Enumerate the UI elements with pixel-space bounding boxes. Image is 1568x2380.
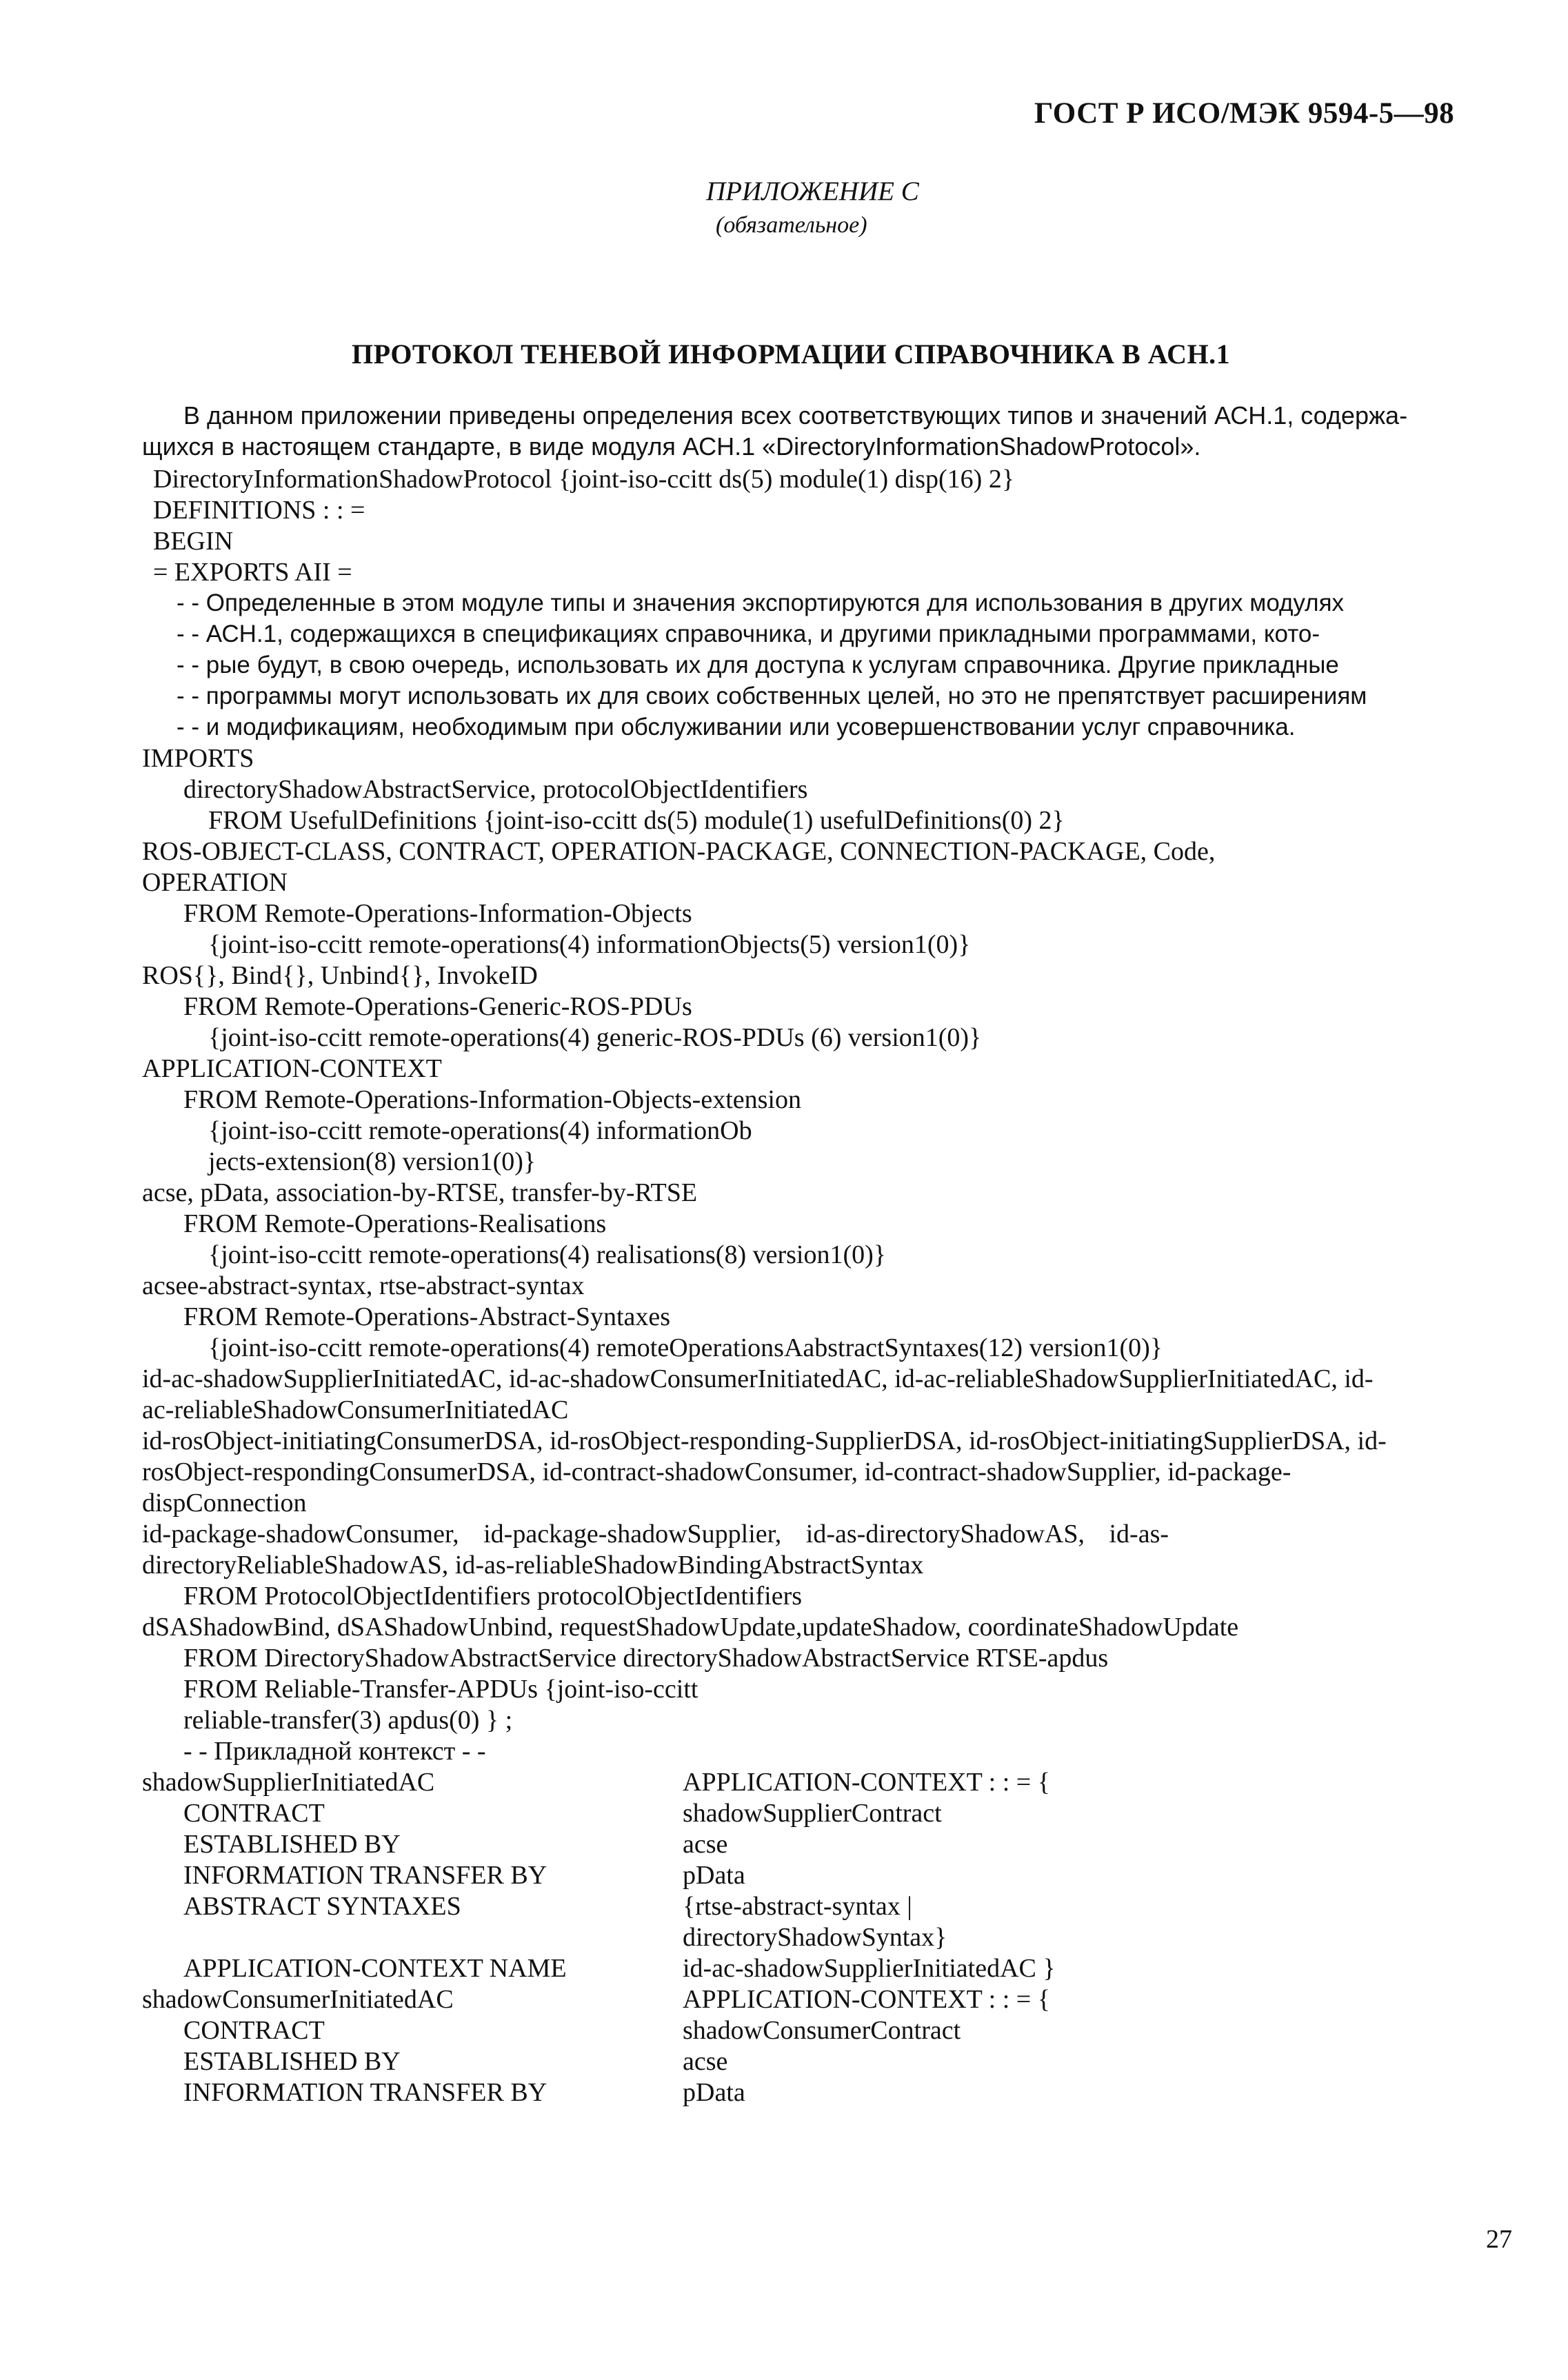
- context-field-label: ESTABLISHED BY: [183, 1830, 401, 1859]
- code-line: BEGIN: [153, 527, 234, 556]
- annex-status: (обязательное): [716, 212, 867, 238]
- code-line: {joint-iso-ccitt remote-operations(4) generic-ROS-PDUs (6) version1(0)}: [208, 1023, 982, 1052]
- annex-title: ПРИЛОЖЕНИЕ С: [706, 177, 919, 206]
- code-line: ac-reliableShadowConsumerInitiatedAC: [142, 1395, 569, 1424]
- context-field-label: INFORMATION TRANSFER BY: [183, 1861, 547, 1890]
- code-line: IMPORTS: [142, 744, 254, 773]
- context-field-value: pData: [683, 2078, 745, 2107]
- comment-line: - - АСН.1, содержащихся в спецификациях справочника, и другими прикладными программами, кото-: [177, 621, 1320, 647]
- code-line: dSAShadowBind, dSAShadowUnbind, requestShadowUpdate,updateShadow, coordinateShadowUpdate: [142, 1613, 1239, 1642]
- code-line: acse, pData, association-by-RTSE, transfer-by-RTSE: [142, 1178, 698, 1207]
- code-line: directoryReliableShadowAS, id-as-reliableShadowBindingAbstractSyntax: [142, 1551, 924, 1580]
- code-line: DirectoryInformationShadowProtocol {joint-iso-ccitt ds(5) module(1) disp(16) 2}: [153, 465, 1015, 494]
- code-line: OPERATION: [142, 868, 288, 897]
- code-line: DEFINITIONS : : =: [153, 496, 365, 525]
- context-field-value: directoryShadowSyntax}: [683, 1923, 947, 1952]
- code-line: = EXPORTS AII =: [153, 558, 352, 587]
- context-name: shadowSupplierInitiatedAC: [142, 1768, 435, 1797]
- page-number: 27: [1486, 2225, 1512, 2254]
- context-name: shadowConsumerInitiatedAC: [142, 1985, 454, 2014]
- code-line: FROM Remote-Operations-Generic-ROS-PDUs: [183, 992, 692, 1021]
- code-line: APPLICATION-CONTEXT: [142, 1054, 442, 1083]
- context-field-label: ESTABLISHED BY: [183, 2047, 401, 2076]
- code-line: directoryShadowAbstractService, protocolObjectIdentifiers: [183, 775, 808, 804]
- comment-line: - - Определенные в этом модуле типы и значения экспортируются для использования в других модулях: [177, 589, 1345, 616]
- context-field-value: shadowSupplierContract: [683, 1799, 942, 1828]
- code-line: rosObject-respondingConsumerDSA, id-contract-shadowConsumer, id-contract-shadowSupplier, id-package-: [142, 1458, 1291, 1486]
- code-line: dispConnection: [142, 1489, 307, 1517]
- code-line: ROS-OBJECT-CLASS, CONTRACT, OPERATION-PACKAGE, CONNECTION-PACKAGE, Code,: [142, 837, 1216, 866]
- intro-line-2: щихся в настоящем стандарте, в виде модуля АСН.1 «DirectoryInformationShadowProtocol».: [142, 432, 1201, 461]
- context-assignment: APPLICATION-CONTEXT : : = {: [683, 1768, 1050, 1797]
- code-line: id-package-shadowConsumer, id-package-shadowSupplier, id-as-directoryShadowAS, id-as-: [142, 1520, 1169, 1549]
- code-line: FROM UsefulDefinitions {joint-iso-ccitt ds(5) module(1) usefulDefinitions(0) 2}: [208, 806, 1065, 835]
- standard-designation: ГОСТ Р ИСО/МЭК 9594-5—98: [1034, 97, 1455, 130]
- code-line: FROM Remote-Operations-Information-Objects-extension: [183, 1085, 801, 1114]
- code-line: ROS{}, Bind{}, Unbind{}, InvokeID: [142, 961, 538, 990]
- code-line: {joint-iso-ccitt remote-operations(4) remoteOperationsAabstractSyntaxes(12) version1(0)}: [208, 1333, 1163, 1362]
- comment-line: - - программы могут использовать их для своих собственных целей, но это не препятствует расширениям: [177, 683, 1367, 709]
- intro-line-1: В данном приложении приведены определения всех соответствующих типов и значений АСН.1, содержа-: [183, 401, 1408, 430]
- context-field-value: acse: [683, 1830, 728, 1859]
- context-field-value: pData: [683, 1861, 745, 1890]
- section-heading: ПРОТОКОЛ ТЕНЕВОЙ ИНФОРМАЦИИ СПРАВОЧНИКА В АСН.1: [352, 339, 1231, 370]
- context-field-label: CONTRACT: [183, 1799, 325, 1828]
- context-field-value: {rtse-abstract-syntax |: [683, 1892, 912, 1921]
- code-line: FROM Remote-Operations-Abstract-Syntaxes: [183, 1302, 671, 1331]
- code-line: reliable-transfer(3) apdus(0) } ;: [183, 1706, 513, 1735]
- code-line: acsee-abstract-syntax, rtse-abstract-syntax: [142, 1271, 585, 1300]
- code-line: {joint-iso-ccitt remote-operations(4) realisations(8) version1(0)}: [208, 1240, 887, 1269]
- code-line: id-ac-shadowSupplierInitiatedAC, id-ac-shadowConsumerInitiatedAC, id-ac-reliableShadowSupplierInitiatedAC, id-: [142, 1364, 1374, 1393]
- code-line: FROM ProtocolObjectIdentifiers protocolObjectIdentifiers: [183, 1582, 803, 1611]
- comment-line: - - и модификациям, необходимым при обслуживании или усовершенствовании услуг справочника.: [177, 714, 1296, 740]
- code-line: FROM Reliable-Transfer-APDUs {joint-iso-ccitt: [183, 1675, 698, 1704]
- code-line: FROM Remote-Operations-Realisations: [183, 1209, 607, 1238]
- code-line: FROM Remote-Operations-Information-Objects: [183, 899, 692, 928]
- context-field-label: ABSTRACT SYNTAXES: [183, 1892, 461, 1921]
- context-field-label: APPLICATION-CONTEXT NAME: [183, 1954, 567, 1983]
- code-line: jects-extension(8) version1(0)}: [208, 1147, 536, 1176]
- context-field-value: id-ac-shadowSupplierInitiatedAC }: [683, 1954, 1056, 1983]
- context-field-label: INFORMATION TRANSFER BY: [183, 2078, 547, 2107]
- context-assignment: APPLICATION-CONTEXT : : = {: [683, 1985, 1050, 2014]
- comment-line: - - Прикладной контекст - -: [183, 1737, 486, 1766]
- context-field-value: shadowConsumerContract: [683, 2016, 961, 2045]
- code-line: id-rosObject-initiatingConsumerDSA, id-rosObject-responding-SupplierDSA, id-rosObject-initiatingSupplierDSA, id-: [142, 1426, 1387, 1455]
- code-line: {joint-iso-ccitt remote-operations(4) informationOb: [208, 1116, 752, 1145]
- code-line: {joint-iso-ccitt remote-operations(4) informationObjects(5) version1(0)}: [208, 930, 971, 959]
- context-field-label: CONTRACT: [183, 2016, 325, 2045]
- comment-line: - - рые будут, в свою очередь, использовать их для доступа к услугам справочника. Другие прикладные: [177, 652, 1339, 678]
- code-line: FROM DirectoryShadowAbstractService directoryShadowAbstractService RTSE-apdus: [183, 1644, 1109, 1673]
- context-field-value: acse: [683, 2047, 728, 2076]
